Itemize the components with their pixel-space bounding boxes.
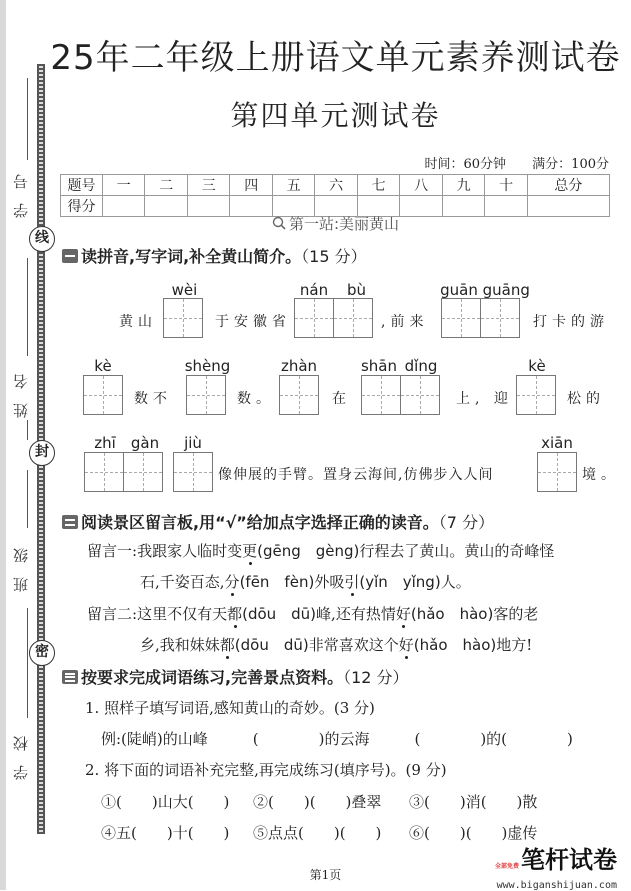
field-line: [27, 608, 28, 718]
passage-text: 数。: [237, 391, 275, 407]
section-2-points: （7 分）: [438, 513, 495, 532]
pinyin: jiù: [184, 434, 202, 452]
writing-grid[interactable]: [173, 452, 213, 492]
message-label: 留言二:: [87, 605, 138, 623]
section-2-title: 阅读景区留言板,用“√”给加点字选择正确的读音。: [81, 513, 439, 532]
column-header: 四: [230, 175, 272, 196]
pinyin: gàn: [130, 434, 160, 452]
watermark-tag: 全部免费: [494, 863, 519, 870]
pinyin: kè: [94, 357, 112, 375]
passage-text: 打卡的游: [533, 314, 609, 330]
section-number-one-icon: [62, 249, 78, 263]
page-number: 第1页: [309, 868, 342, 882]
column-header: 八: [400, 175, 442, 196]
writing-grid[interactable]: [361, 375, 440, 415]
column-header: 七: [357, 175, 399, 196]
page-subtitle: 第四单元测试卷: [230, 99, 441, 132]
time-limit: 时间：60分钟: [424, 157, 507, 172]
pinyin: kè: [528, 357, 546, 375]
section-3-heading: [62, 665, 409, 688]
message-text: 乡,我和妹妹: [140, 636, 220, 654]
pinyin-choice[interactable]: (hǎo hào): [413, 636, 497, 654]
field-line: [27, 470, 28, 528]
dotted-char: 更: [242, 542, 258, 560]
idiom-item[interactable]: ③( )消( )散: [409, 793, 538, 811]
message-1-line-2: [140, 571, 471, 592]
passage-text: 在: [332, 391, 351, 407]
section-2-heading: [62, 510, 494, 533]
writing-grid[interactable]: [83, 375, 123, 415]
field-name: 姓名: [12, 360, 30, 418]
column-header: 三: [187, 175, 229, 196]
writing-grid[interactable]: [279, 375, 319, 415]
message-1-line-1: [87, 540, 554, 561]
section-1-heading: [62, 244, 367, 267]
watermark-brand: 笔杆试卷: [521, 846, 617, 874]
section-number-three-icon: [62, 670, 78, 684]
idiom-item[interactable]: ⑤点点( )( ): [253, 824, 382, 842]
dotted-char: 分: [224, 573, 240, 591]
writing-grid[interactable]: [186, 375, 226, 415]
message-2-line-1: [87, 603, 538, 624]
section-1-title: 读拼音,写字词,补全黄山简介。: [81, 247, 302, 266]
column-header: 一: [103, 175, 145, 196]
passage-text: 于安徽省: [215, 314, 291, 330]
message-text: 外吸: [314, 573, 345, 591]
passage-text: 境。: [582, 467, 620, 483]
field-class: 班级: [12, 534, 30, 592]
idiom-item[interactable]: ⑥( )( )虚传: [409, 824, 538, 842]
section-1-points: （15 分）: [301, 247, 367, 266]
field-line: [27, 420, 28, 440]
writing-grid[interactable]: [441, 298, 520, 338]
message-label: 留言一:: [87, 542, 138, 560]
page-title: 25年二年级上册语文单元素养测试卷: [50, 38, 621, 78]
row-header: 题号: [61, 175, 103, 196]
station-heading: [0, 213, 631, 234]
watermark: [495, 847, 617, 891]
writing-grid[interactable]: [84, 452, 163, 492]
message-text: 我跟家人临时变: [137, 542, 243, 560]
question-2: 2. 将下面的词语补充完整,再完成练习(填序号)。(9 分): [85, 761, 447, 779]
column-header: 十: [485, 175, 527, 196]
passage-text: ,前来: [381, 314, 429, 330]
field-school: 学校: [12, 722, 30, 780]
section-number-two-icon: [62, 515, 78, 529]
pinyin: nán: [299, 281, 329, 299]
question-1-example[interactable]: 例:(陡峭)的山峰 ( )的云海 ( )的( ): [101, 730, 573, 748]
pinyin: xiān: [541, 434, 573, 452]
pinyin: zhàn: [280, 357, 318, 375]
pinyin-choice[interactable]: (dōu dū): [242, 605, 317, 623]
message-2-line-2: [140, 634, 532, 655]
message-text: 客的老: [493, 605, 539, 623]
pinyin: shèng: [184, 357, 231, 375]
pinyin-choice[interactable]: (hǎo hào): [410, 605, 494, 623]
pinyin: bù: [346, 281, 367, 299]
pinyin-choice[interactable]: (dōu dū): [234, 636, 309, 654]
pinyin: zhī: [94, 434, 116, 452]
dotted-char: 好: [395, 605, 411, 623]
column-header: 五: [272, 175, 314, 196]
pinyin: dǐng: [404, 357, 438, 375]
field-student-id: 学号: [12, 160, 30, 218]
message-text: 这里不仅有天: [137, 605, 228, 623]
station-label: 第一站:美丽黄山: [288, 215, 400, 233]
seal-xian: 线: [29, 226, 55, 252]
pinyin-choice[interactable]: (gēng gèng): [257, 542, 360, 560]
dotted-char: 引: [344, 573, 360, 591]
table-row-question-numbers: [61, 175, 610, 196]
message-text: 行程去了黄山。黄山的奇峰怪: [359, 542, 555, 560]
dotted-char: 都: [227, 605, 243, 623]
pinyin: wèi: [171, 281, 198, 299]
section-3-title: 按要求完成词语练习,完善景点资料。: [81, 668, 344, 687]
dotted-char: 都: [219, 636, 235, 654]
seal-mi: 密: [29, 640, 55, 666]
writing-grid[interactable]: [163, 298, 203, 338]
watermark-url: www.biganshijuan.com: [496, 880, 617, 891]
passage-text: 数不: [134, 391, 172, 407]
score-table: [60, 174, 610, 217]
field-line: [27, 258, 28, 356]
pinyin: shān: [360, 357, 398, 375]
idiom-item[interactable]: ①( )山大( ): [101, 793, 230, 811]
column-header: 总分: [527, 175, 609, 196]
idiom-item[interactable]: ④五( )十( ): [101, 824, 230, 842]
column-header: 二: [145, 175, 187, 196]
message-text: 地方!: [496, 636, 533, 654]
column-header: 六: [315, 175, 357, 196]
row-header: 得分: [61, 196, 103, 217]
section-3-points: （12 分）: [343, 668, 409, 687]
message-text: 石,千姿百态,: [140, 573, 225, 591]
message-text: 人。: [440, 573, 471, 591]
column-header: 九: [442, 175, 484, 196]
pinyin-choice[interactable]: (fēn fèn): [239, 573, 315, 591]
message-text: 非常喜欢这个: [308, 636, 399, 654]
full-score: 满分：100分: [532, 157, 609, 172]
pinyin-choice[interactable]: (yǐn yǐng): [359, 573, 441, 591]
writing-grid[interactable]: [537, 452, 577, 492]
search-icon: [272, 216, 286, 230]
passage-text: 上, 迎: [456, 391, 513, 407]
pinyin: guān guāng: [440, 281, 530, 299]
idiom-item[interactable]: ②( )( )叠翠: [253, 793, 382, 811]
writing-grid[interactable]: [516, 375, 556, 415]
message-text: 峰,还有热情: [316, 605, 396, 623]
question-1: 1. 照样子填写词语,感知黄山的奇妙。(3 分): [85, 699, 375, 717]
passage-text: 像伸展的手臂。置身云海间,仿佛步入人间: [218, 467, 494, 483]
seal-feng: 封: [29, 440, 55, 466]
writing-grid[interactable]: [294, 298, 373, 338]
passage-text: 黄山: [119, 314, 157, 330]
exam-meta: [402, 153, 609, 172]
passage-text: 松的: [567, 391, 605, 407]
dotted-char: 好: [398, 636, 414, 654]
